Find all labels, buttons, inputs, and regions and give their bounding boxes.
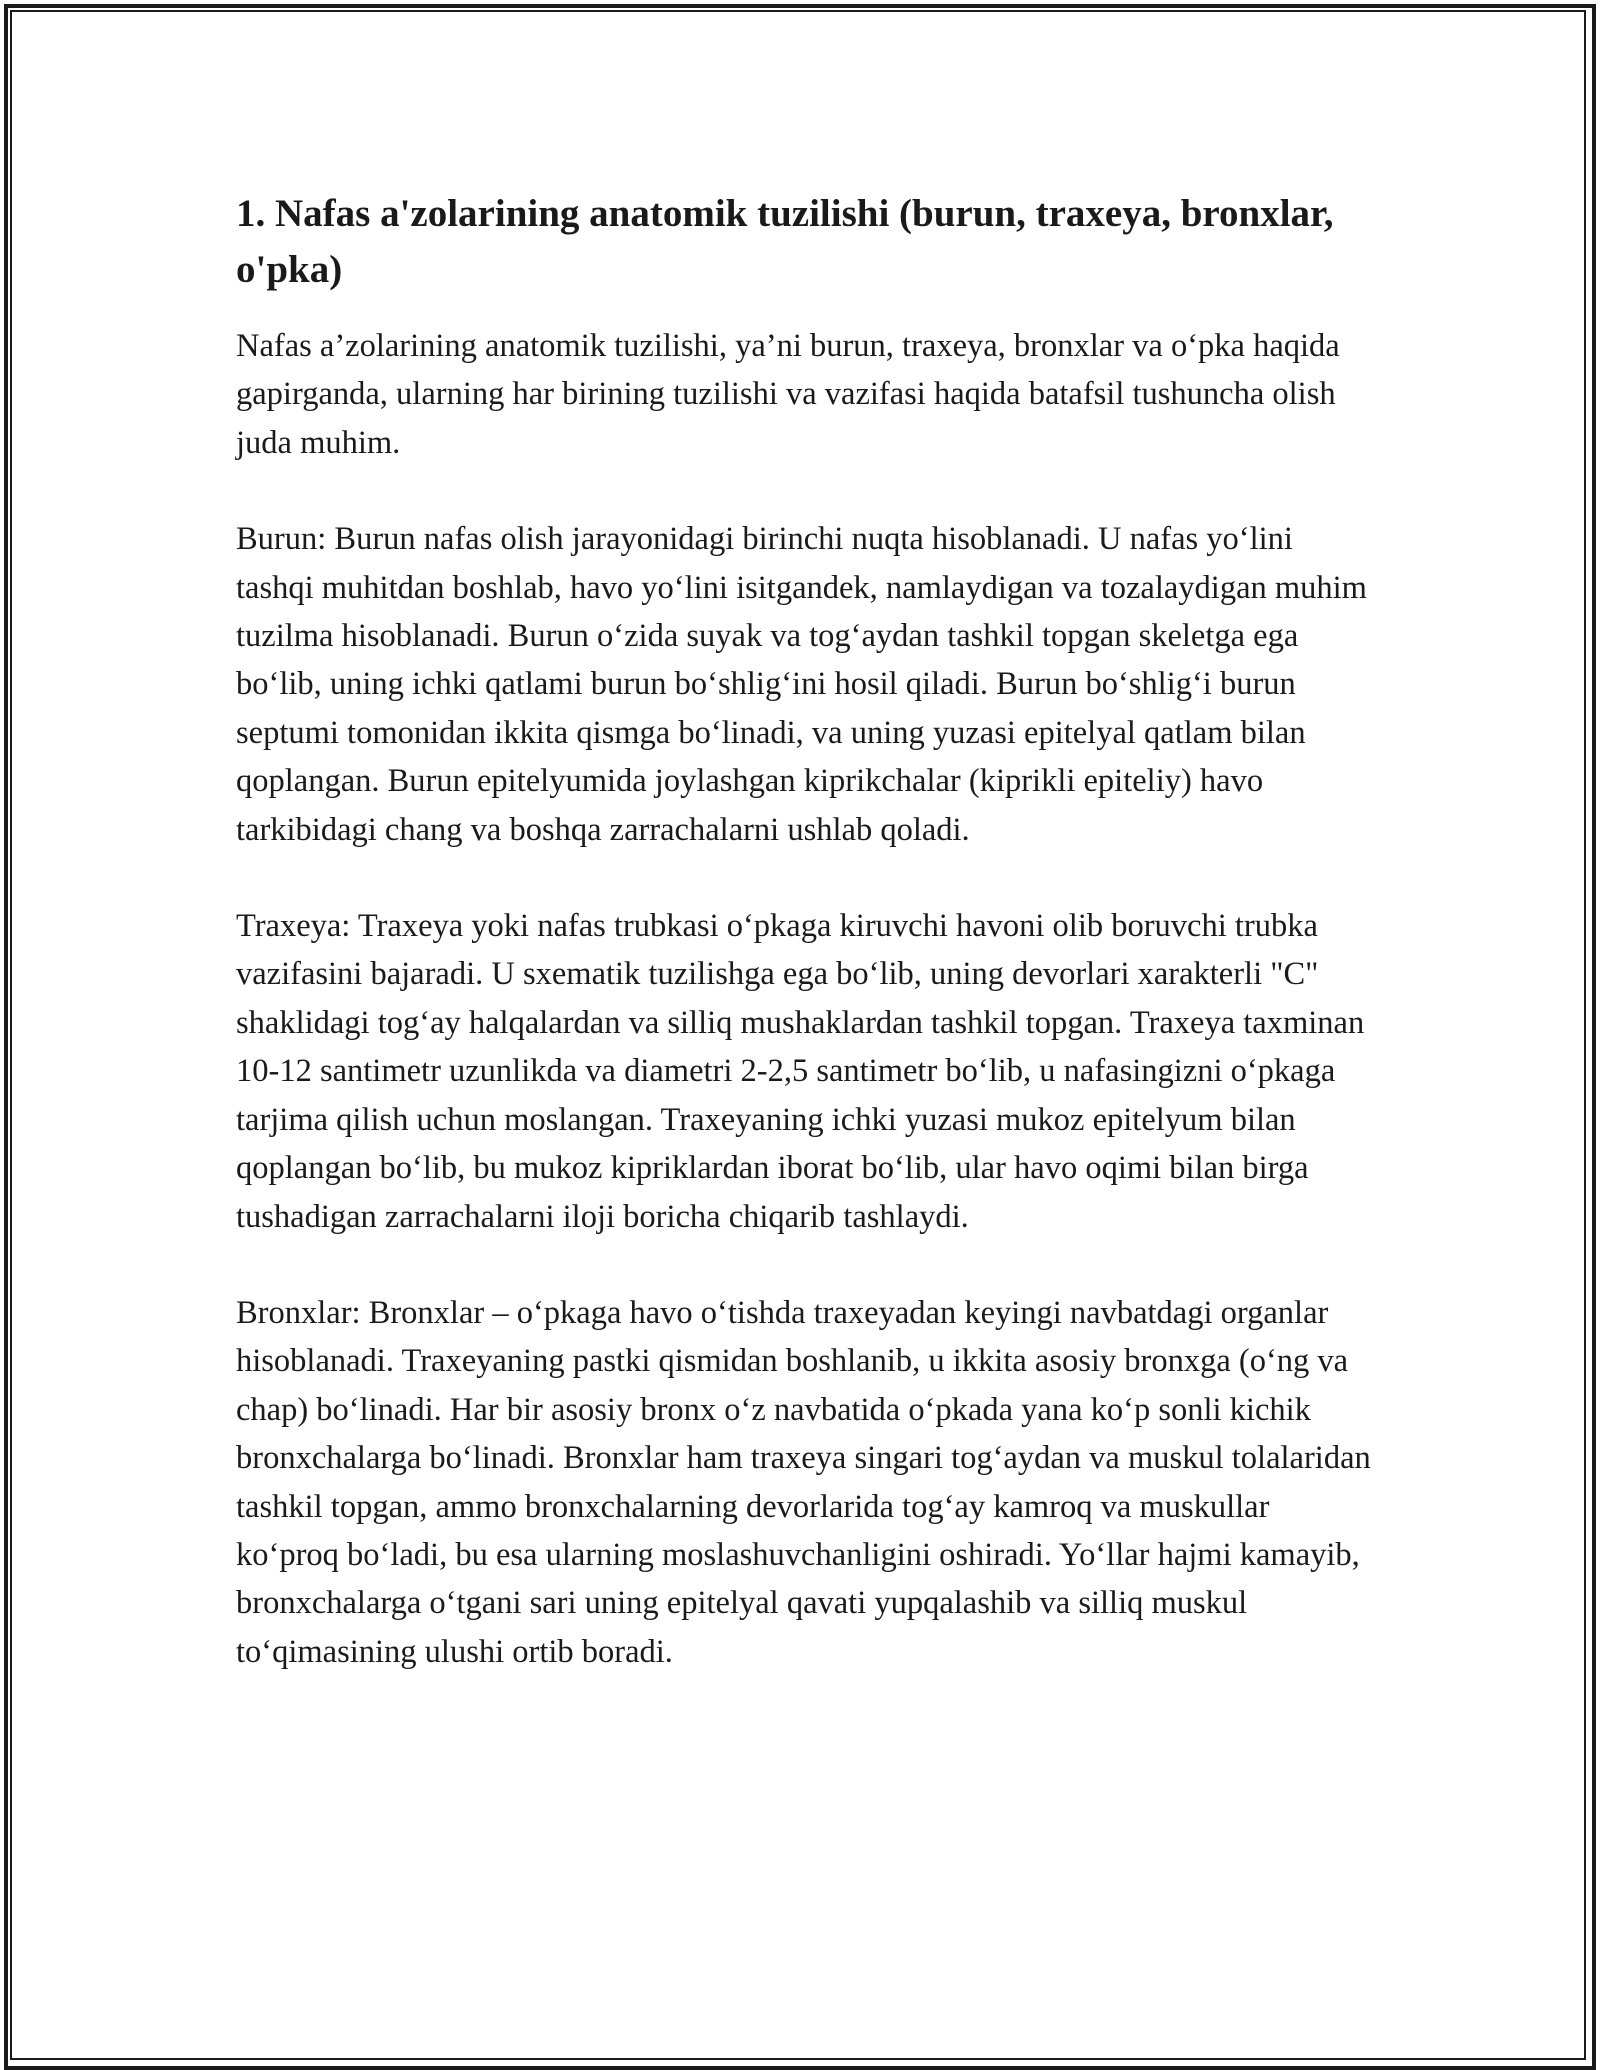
bronxlar-paragraph: Bronxlar: Bronxlar – o‘pkaga havo o‘tishda traxeyadan keyingi navbatdagi organlar hisoblanadi. Traxeyaning pastki qismidan boshlanib, u ikkita asosiy bronxga (o‘ng va chap) bo‘linadi. Har bir asosiy bronx o‘z navbatida o‘pkada yana ko‘p sonli kichik bronxchalarga bo‘linadi. Bronxlar ham traxeya singari tog‘aydan va muskul tolalaridan tashkil topgan, ammo bronxchalarning devorlarida tog‘ay kamroq va muskullar ko‘proq bo‘ladi, bu esa ularning moslashuvchanligini oshiradi. Yo‘llar hajmi kamayib, bronxchalarga o‘tgani sari uning epitelyal qavati yupqalashib va silliq muskul to‘qimasining ulushi ortib boradi.	[236, 1294, 1371, 1670]
burun-paragraph: Burun: Burun nafas olish jarayonidagi birinchi nuqta hisoblanadi. U nafas yo‘lini tashqi muhitdan boshlab, havo yo‘lini isitgandek, namlaydigan va tozalaydigan muhim tuzilma hisoblanadi. Burun o‘zida suyak va tog‘aydan tashkil topgan skeletga ega bo‘lib, uning ichki qatlami burun bo‘shlig‘ini hosil qiladi. Burun bo‘shlig‘i burun septumi tomonidan ikkita qismga bo‘linadi, va uning yuzasi epitelyal qatlam bilan qoplangan. Burun epitelyumida joylashgan kiprikchalar (kiprikli epiteliy) havo tarkibidagi chang va boshqa zarrachalarni ushlab qoladi.	[236, 521, 1367, 848]
intro-paragraph: Nafas a’zolarining anatomik tuzilishi, ya’ni burun, traxeya, bronxlar va o‘pka haqida gapirganda, ularning har birining tuzilishi va vazifasi haqida batafsil tushuncha olish juda muhim.	[236, 328, 1340, 461]
section-heading: 1. Nafas a'zolarining anatomik tuzilishi (burun, traxeya, bronxlar, o'pka)	[236, 192, 1334, 291]
document-body	[236, 186, 1376, 1724]
traxeya-paragraph: Traxeya: Traxeya yoki nafas trubkasi o‘pkaga kiruvchi havoni olib boruvchi trubka vazifasini bajaradi. U sxematik tuzilishga ega bo‘lib, uning devorlari xarakterli "C" shaklidagi tog‘ay halqalardan va silliq mushaklardan tashkil topgan. Traxeya taxminan 10-12 santimetr uzunlikda va diametri 2-2,5 santimetr bo‘lib, u nafasingizni o‘pkaga tarjima qilish uchun moslangan. Traxeyaning ichki yuzasi mukoz epitelyum bilan qoplangan bo‘lib, bu mukoz kipriklardan iborat bo‘lib, ular havo oqimi bilan birga tushadigan zarrachalarni iloji boricha chiqarib tashlaydi.	[236, 908, 1365, 1235]
